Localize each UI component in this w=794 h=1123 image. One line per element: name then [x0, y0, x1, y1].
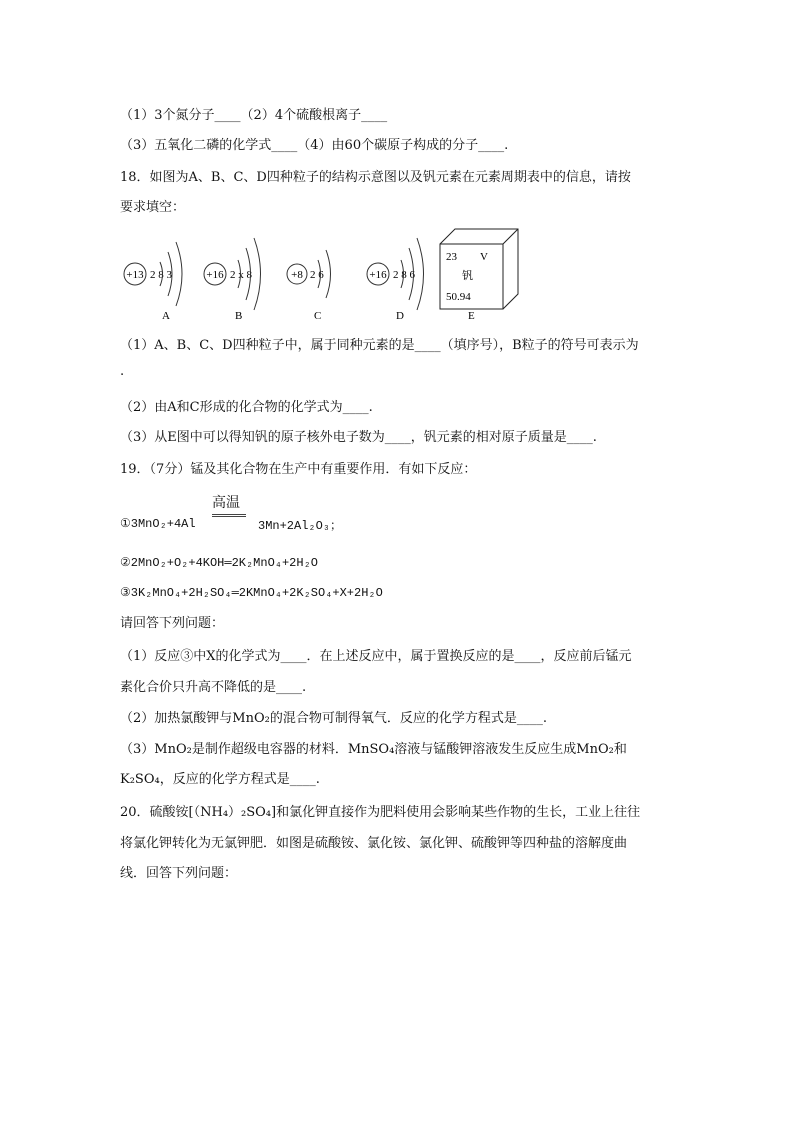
question-line: K₂SO₄，反应的化学方程式是____. — [120, 772, 320, 787]
shell-label: 2 6 — [310, 269, 324, 281]
question-20-title: 20．硫酸铵[（NH₄）₂SO₄]和氯化钾直接作为肥料使用会影响某些作物的生长，工业上往往 — [120, 805, 641, 820]
question-line: . — [120, 364, 125, 379]
question-line: （1）3个氮分子____（2）4个硫酸根离子____ — [120, 108, 388, 123]
question-18-title: 18．如图为A、B、C、D四种粒子的结构示意图以及钒元素在元素周期表中的信息，请按 — [120, 170, 631, 185]
question-line: （3）从E图中可以得知钒的原子核外电子数为____，钒元素的相对原子质量是____. — [120, 430, 597, 445]
atom-structure-figure — [120, 222, 520, 322]
nucleus-label: +8 — [291, 269, 303, 281]
question-line: （2）由A和C形成的化合物的化学式为____. — [120, 400, 373, 415]
atom-label: B — [235, 310, 243, 322]
question-line: （1）反应③中X的化学式为____．在上述反应中，属于置换反应的是____，反应前后锰元 — [120, 649, 632, 664]
atom-a — [124, 242, 182, 322]
question-line: （1）A、B、C、D四种粒子中，属于同种元素的是____（填序号），B粒子的符号可表示为 — [120, 338, 639, 353]
atom-label: D — [396, 310, 404, 322]
question-line: 要求填空： — [120, 200, 186, 215]
equation-right: 3Mn+2Al₂O₃； — [258, 519, 343, 533]
equation-1 — [120, 490, 420, 535]
atom-label: E — [468, 310, 475, 322]
question-19-title: 19．（7分）锰及其化合物在生产中有重要作用．有如下反应： — [120, 462, 477, 477]
atom-b — [204, 238, 261, 322]
atom-d — [367, 238, 424, 322]
question-line: （3）五氧化二磷的化学式____（4）由60个碳原子构成的分子____. — [120, 138, 509, 153]
shell-label: 2 8 3 — [150, 269, 172, 281]
element-name: 钒 — [462, 270, 473, 282]
question-line: （3）MnO₂是制作超级电容器的材料．MnSO₄溶液与锰酸钾溶液发生反应生成MnO₂和 — [120, 742, 627, 757]
question-line: 请回答下列问题： — [120, 616, 225, 631]
atom-label: A — [162, 310, 170, 322]
element-symbol: V — [480, 251, 488, 263]
atom-c — [287, 250, 331, 322]
reaction-condition: 高温 — [212, 492, 246, 517]
atom-label: C — [314, 310, 322, 322]
equation-3: ③3K₂MnO₄+2H₂SO₄═2KMnO₄+2K₂SO₄+X+2H₂O — [120, 586, 383, 600]
nucleus-label: +16 — [369, 269, 387, 281]
element-card-vanadium — [440, 229, 518, 322]
nucleus-label: +13 — [126, 269, 144, 281]
nucleus-label: +16 — [206, 269, 224, 281]
shell-label: 2 8 6 — [393, 269, 415, 281]
equation-2: ②2MnO₂+O₂+4KOH═2K₂MnO₄+2H₂O — [120, 556, 318, 570]
question-line: （2）加热氯酸钾与MnO₂的混合物可制得氧气．反应的化学方程式是____. — [120, 711, 547, 726]
atomic-number: 23 — [446, 251, 457, 263]
question-line: 将氯化钾转化为无氯钾肥．如图是硫酸铵、氯化铵、氯化钾、硫酸钾等四种盐的溶解度曲 — [120, 836, 628, 851]
equation-left: ①3MnO₂+4Al — [120, 517, 196, 531]
atomic-mass: 50.94 — [446, 291, 471, 303]
question-line: 线．回答下列问题： — [120, 866, 238, 881]
shell-label: 2 x 8 — [230, 269, 252, 281]
question-line: 素化合价只升高不降低的是____. — [120, 680, 307, 695]
